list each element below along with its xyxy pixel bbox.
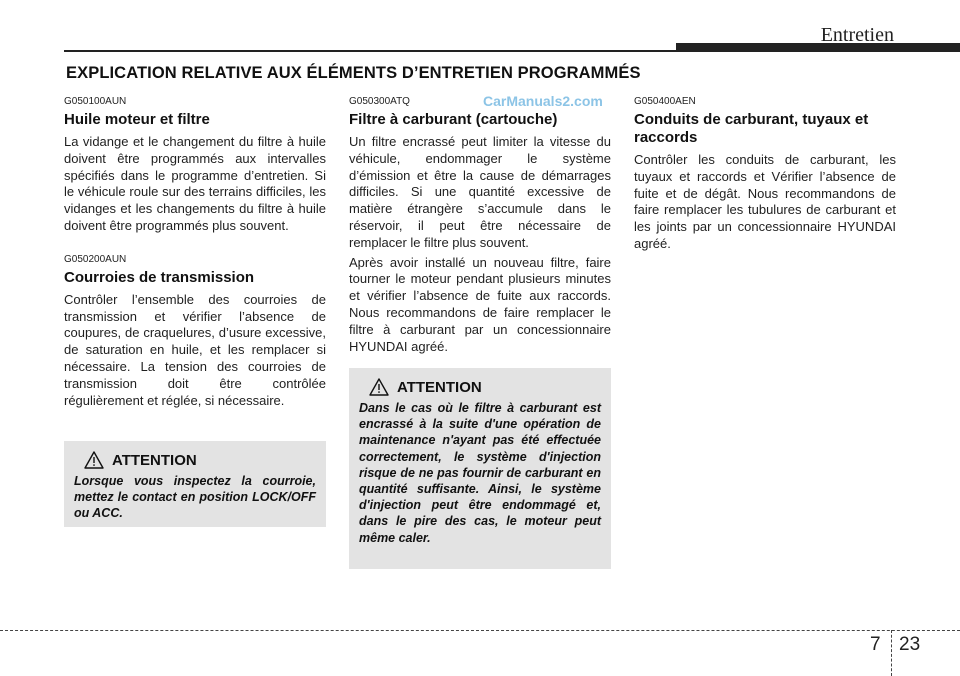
section-code: G050100AUN: [64, 96, 127, 107]
section-paragraph: Contrôler l’ensemble des courroies de transmission et vérifier l’absence de coupures, de craquelures, d’usure excessive, de saturation en huile, et les remplacer si nécessaire. La tension des courroies de transmission doit être contrôlée régulièrement et réglée, si nécessaire.: [64, 291, 326, 408]
warning-triangle-icon: [84, 451, 104, 469]
section-paragraph: Contrôler les conduits de carburant, les tuyaux et raccords et Vérifier l’absence de fuite et de dégât. Nous recommandons de faire remplacer les tubulures de carburant et les joints par un concessionnaire HYUNDAI agréé.: [634, 152, 896, 251]
attention-header: [84, 451, 316, 469]
section-code: G050300ATQ: [349, 96, 410, 107]
section-heading-huile: Huile moteur et filtre: [64, 111, 210, 128]
column-left: [64, 96, 326, 412]
attention-box-filtre: [349, 368, 611, 569]
chapter-number: 7: [870, 634, 881, 655]
column-middle: [349, 96, 611, 358]
section-code: G050200AUN: [64, 253, 127, 265]
section-code: G050400AEN: [634, 96, 696, 107]
attention-text: Lorsque vous inspectez la courroie, mettez le contact en position LOCK/OFF ou ACC.: [74, 474, 316, 521]
section-paragraph: La vidange et le changement du filtre à huile doivent être programmés aux intervalles spécifiés dans le programme d’entretien. Si le véhicule roule sur des terrains difficiles, les vidanges et les changements du filtre à huile doivent être programmés plus souvent.: [64, 134, 326, 233]
section-heading-conduits: Conduits de carburant, tuyaux et raccords: [634, 111, 869, 146]
column-right: [634, 96, 896, 256]
attention-header: [369, 378, 601, 396]
section-heading-filtre: Filtre à carburant (cartouche): [349, 111, 558, 128]
section-title: EXPLICATION RELATIVE AUX ÉLÉMENTS D’ENTRETIEN PROGRAMMÉS: [66, 64, 641, 82]
section-paragraph: Un filtre encrassé peut limiter la vitesse du véhicule, endommager le système d’émission et être la cause de démarrages difficiles. Si une quantité excessive de matière étrangère s’accumule dans le réservoir, il peut être nécessaire de remplacer le filtre plus souvent.: [349, 134, 611, 250]
page-number-separator: [891, 630, 892, 676]
section-heading-courroies: Courroies de transmission: [64, 268, 255, 286]
warning-triangle-icon: [369, 378, 389, 396]
attention-title: ATTENTION: [112, 451, 197, 469]
watermark: CarManuals2.com: [483, 93, 603, 109]
attention-text: Dans le cas où le filtre à carburant est encrassé à la suite d'une opération de maintenance n'ayant pas été effectuée correctement, le système d'injection risque de ne pas fournir de carburant en quantité suffisante. Ainsi, le système d'injection peut être endommagé et, dans le pire des cas, le moteur peut même caler.: [359, 401, 601, 545]
attention-title: ATTENTION: [397, 378, 482, 396]
page-number: 23: [899, 634, 921, 655]
header-bar: [676, 43, 960, 52]
section-paragraph: Après avoir installé un nouveau filtre, faire tourner le moteur pendant plusieurs minutes et vérifier l’absence de fuite aux raccords. Nous recommandons de faire remplacer le filtre à carburant par un concessionnaire HYUNDAI agréé.: [349, 254, 611, 354]
footer-rule: [0, 630, 960, 631]
attention-box-courroie: [64, 441, 326, 527]
header-rule: [64, 50, 676, 52]
chapter-title: Entretien: [820, 24, 894, 46]
